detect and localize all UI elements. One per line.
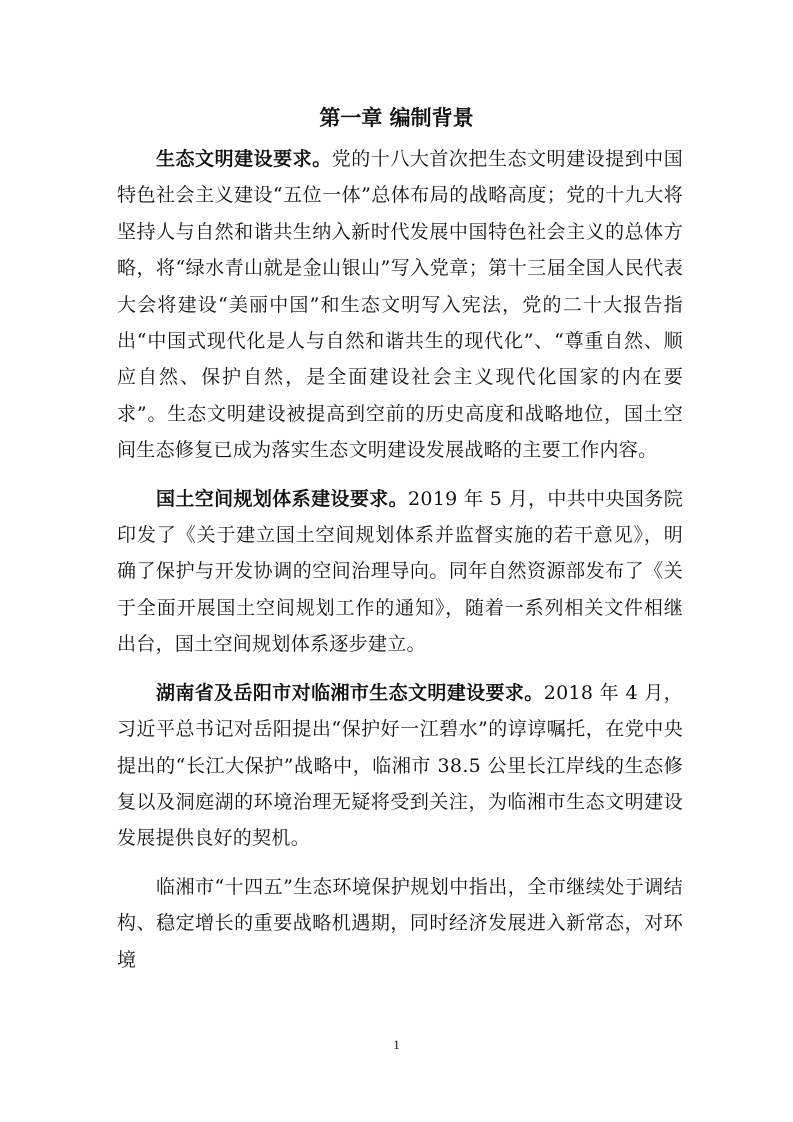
paragraph-14th-five-year-plan xyxy=(117,869,683,978)
paragraph-lead: 国土空间规划体系建设要求。 xyxy=(156,487,409,510)
document-body xyxy=(117,141,683,978)
paragraph-lead: 湖南省及岳阳市对临湘市生态文明建设要求。 xyxy=(156,681,544,704)
paragraph-hunan-yueyang xyxy=(117,675,683,857)
paragraph-lead: 生态文明建设要求。 xyxy=(156,148,332,170)
paragraph-spatial-planning xyxy=(117,481,683,663)
paragraph-text: 2018 年 4 月，习近平总书记对岳阳提出“保护好一江碧水”的谆谆嘱托，在党中央提出的“长江大保护”战略中，临湘市 38.5 公里长江岸线的生态修复以及洞庭湖的环境治理无疑将受到关注，为临湘市生态文明建设发展提供良好的契机。 xyxy=(117,681,683,850)
paragraph-text: 临湘市“十四五”生态环境保护规划中指出，全市继续处于调结构、稳定增长的重要战略机遇期，同时经济发展进入新常态，对环境 xyxy=(117,875,683,971)
chapter-title: 第一章 编制背景 xyxy=(319,105,474,130)
paragraph-ecological-civilization xyxy=(117,141,683,469)
page-number: 1 xyxy=(393,1037,400,1052)
paragraph-text: 党的十八大首次把生态文明建设提到中国特色社会主义建设“五位一体”总体布局的战略高度；党的十九大将坚持人与自然和谐共生纳入新时代发展中国特色社会主义的总体方略，将“绿水青山就是金山银山”写入党章；第十三届全国人民代表大会将建设“美丽中国”和生态文明写入宪法，党的二十大报告指出“中国式现代化是人与自然和谐共生的现代化”、“尊重自然、顺应自然、保护自然，是全面建设社会主义现代化国家的内在要求”。生态文明建设被提高到空前的历史高度和战略地位，国土空间生态修复已成为落实生态文明建设发展战略的主要工作内容。 xyxy=(117,148,684,462)
paragraph-text: 2019 年 5 月，中共中央国务院印发了《关于建立国土空间规划体系并监督实施的若干意见》，明确了保护与开发协调的空间治理导向。同年自然资源部发布了《关于全面开展国土空间规划工作的通知》，随着一系列相关文件相继出台，国土空间规划体系逐步建立。 xyxy=(117,487,683,656)
